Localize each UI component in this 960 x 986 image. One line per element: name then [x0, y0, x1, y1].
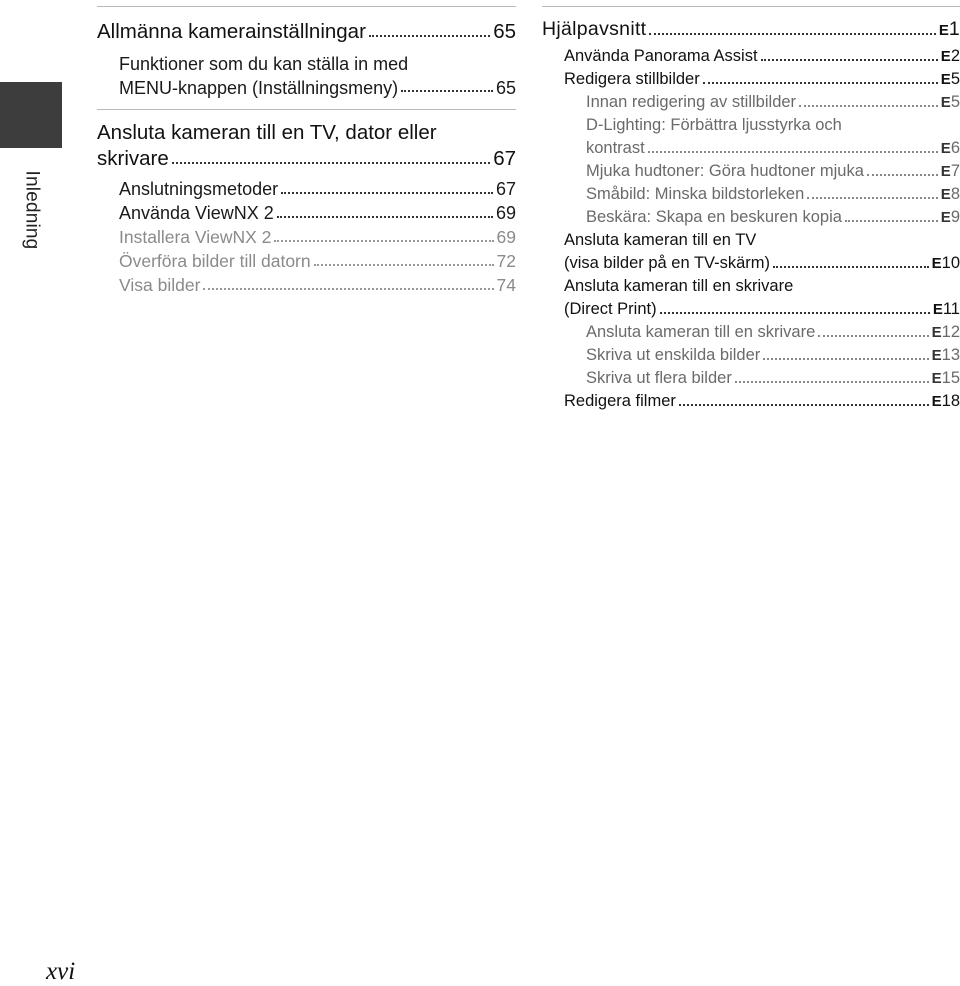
reference-section-icon: E: [938, 22, 948, 39]
toc-right-column: [542, 0, 960, 413]
toc-entry-transfer-images[interactable]: Överföra bilder till datorn 72: [119, 251, 516, 271]
reference-section-icon: E: [940, 140, 950, 157]
toc-entry-print-multiple[interactable]: Skriva ut flera bilder E15: [586, 369, 960, 387]
reference-section-icon: E: [931, 255, 941, 272]
toc-entry-connect-printer[interactable]: Ansluta kameran till en skrivare E12: [586, 323, 960, 341]
toc-entry-view-images[interactable]: Visa bilder 74: [119, 275, 516, 295]
reference-section-icon: E: [940, 163, 950, 180]
page-number: xvi: [46, 958, 76, 985]
reference-section-icon: E: [931, 393, 941, 410]
reference-section-icon: E: [940, 209, 950, 226]
section-side-label: Inledning: [21, 170, 42, 250]
reference-section-icon: E: [940, 94, 950, 111]
toc-entry-reference[interactable]: Hjälpavsnitt E1: [542, 18, 960, 40]
toc-entry-tv-line1[interactable]: Ansluta kameran till en TV: [564, 231, 757, 249]
reference-section-icon: E: [940, 48, 950, 65]
reference-section-icon: E: [940, 186, 950, 203]
toc-entry-dlighting-line1[interactable]: D-Lighting: Förbättra ljusstyrka och: [586, 116, 842, 134]
reference-section-icon: E: [931, 347, 941, 364]
toc-entry-edit-movies[interactable]: Redigera filmer E18: [564, 392, 960, 410]
toc-entry-edit-stills[interactable]: Redigera stillbilder E5: [564, 70, 960, 88]
toc-entry-printer[interactable]: (Direct Print) E11: [564, 300, 960, 318]
toc-left-column: [97, 0, 516, 297]
section-tab-marker: [0, 82, 62, 148]
reference-section-icon: E: [931, 324, 941, 341]
toc-entry-small-picture[interactable]: Småbild: Minska bildstorleken E8: [586, 185, 960, 203]
reference-section-icon: E: [940, 71, 950, 88]
toc-entry-dlighting[interactable]: kontrast E6: [586, 139, 960, 157]
toc-entry-crop[interactable]: Beskära: Skapa en beskuren kopia E9: [586, 208, 960, 226]
reference-section-icon: E: [932, 301, 942, 318]
reference-section-icon: E: [931, 370, 941, 387]
toc-entry-install-viewnx2[interactable]: Installera ViewNX 2 69: [119, 227, 516, 247]
toc-entry-general-settings[interactable]: Allmänna kamerainställningar 65: [97, 20, 516, 43]
toc-entry-printer-line1[interactable]: Ansluta kameran till en skrivare: [564, 277, 794, 295]
toc-entry-setup-menu-line1[interactable]: Funktioner som du kan ställa in med: [119, 54, 409, 74]
toc-entry-setup-menu[interactable]: MENU-knappen (Inställningsmeny) 65: [119, 78, 516, 98]
toc-entry-panorama-assist[interactable]: Använda Panorama Assist E2: [564, 47, 960, 65]
toc-entry-tv[interactable]: (visa bilder på en TV-skärm) E10: [564, 254, 960, 272]
toc-entry-using-viewnx2[interactable]: Använda ViewNX 2 69: [119, 203, 516, 223]
toc-entry-skin-softening[interactable]: Mjuka hudtoner: Göra hudtoner mjuka E7: [586, 162, 960, 180]
toc-entry-connection-methods[interactable]: Anslutningsmetoder 67: [119, 179, 516, 199]
toc-entry-connect-line1[interactable]: Ansluta kameran till en TV, dator eller: [97, 121, 437, 144]
toc-entry-before-editing[interactable]: Innan redigering av stillbilder E5: [586, 93, 960, 111]
toc-entry-print-single[interactable]: Skriva ut enskilda bilder E13: [586, 346, 960, 364]
toc-entry-connect[interactable]: skrivare 67: [97, 147, 516, 170]
